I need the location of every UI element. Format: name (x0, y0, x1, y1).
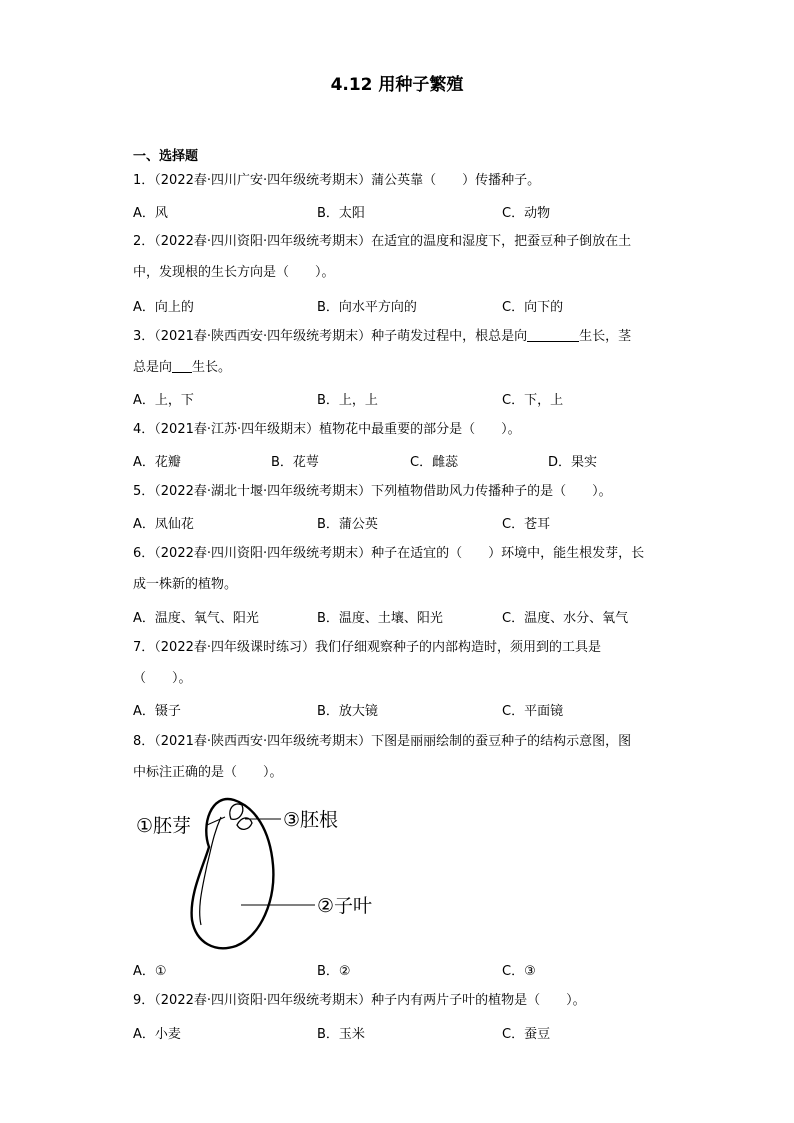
question-6-options (133, 607, 663, 629)
option-b[interactable]: B．放大镜 (317, 704, 378, 719)
question-3-line-1 (133, 321, 663, 352)
question-4 (133, 414, 663, 445)
embryo-bud (230, 804, 243, 819)
option-b[interactable]: B．② (317, 964, 351, 979)
option-c[interactable]: C．温度、水分、氧气 (502, 611, 629, 626)
question-2-line-2: 中，发现根的生长方向是（ ）。 (133, 265, 335, 280)
label-embryo-bud: ①胚芽 (136, 815, 192, 837)
option-b[interactable]: B．向水平方向的 (317, 300, 417, 315)
question-6-line-2: 成一株新的植物。 (133, 577, 238, 592)
question-8 (133, 726, 663, 788)
option-b[interactable]: B．玉米 (317, 1027, 365, 1042)
option-c[interactable]: C．平面镜 (502, 704, 564, 719)
option-c[interactable]: C．雌蕊 (410, 455, 459, 470)
question-8-line-2: 中标注正确的是（ ）。 (133, 765, 283, 780)
option-c[interactable]: C．动物 (502, 206, 551, 221)
option-a[interactable]: A．花瓣 (133, 455, 181, 470)
option-c[interactable]: C．下，上 (502, 393, 564, 408)
option-b[interactable]: B．花萼 (271, 455, 319, 470)
question-2-line-1: 2．（2022春·四川资阳·四年级统考期末）在适宜的温度和湿度下，把蚕豆种子倒放在土 (133, 234, 632, 249)
question-6-line-1: 6．（2022春·四川资阳·四年级统考期末）种子在适宜的（ ）环境中，能生根发芽，长 (133, 546, 645, 561)
question-7 (133, 632, 663, 694)
bean-seed-svg (133, 795, 393, 955)
option-b[interactable]: B．上，上 (317, 393, 378, 408)
option-c[interactable]: C．向下的 (502, 300, 564, 315)
question-3-text-d: 生长。 (192, 360, 232, 375)
question-3-line-2 (133, 352, 663, 383)
option-c[interactable]: C．③ (502, 964, 536, 979)
question-1 (133, 165, 663, 196)
option-b[interactable]: B．温度、土壤、阳光 (317, 611, 443, 626)
option-b[interactable]: B．太阳 (317, 206, 365, 221)
question-3-text-b: 生长，茎 (579, 329, 632, 344)
question-9 (133, 985, 663, 1016)
bean-seed-diagram (133, 795, 393, 955)
option-a[interactable]: A．镊子 (133, 704, 181, 719)
question-6 (133, 538, 663, 600)
option-d[interactable]: D．果实 (548, 455, 598, 470)
answer-blank-2[interactable] (172, 358, 192, 373)
question-2 (133, 226, 663, 288)
question-9-text: 9．（2022春·四川资阳·四年级统考期末）种子内有两片子叶的植物是（ ）。 (133, 993, 586, 1008)
question-8-line-1: 8．（2021春·陕西西安·四年级统考期末）下图是丽丽绘制的蚕豆种子的结构示意图，图 (133, 734, 632, 749)
option-a[interactable]: A．风 (133, 206, 168, 221)
question-5-text: 5．（2022春·湖北十堰·四年级统考期末）下列植物借助风力传播种子的是（ ）。 (133, 484, 612, 499)
question-7-options (133, 700, 663, 722)
question-4-options (133, 451, 663, 473)
answer-blank-1[interactable] (527, 327, 579, 342)
question-3-text-a: 3．（2021春·陕西西安·四年级统考期末）种子萌发过程中，根总是向 (133, 329, 528, 344)
label-radicle: ③胚根 (283, 809, 339, 831)
question-5-options (133, 513, 663, 535)
question-8-options (133, 960, 663, 982)
question-4-text: 4．（2021春·江苏·四年级期末）植物花中最重要的部分是（ ）。 (133, 422, 521, 437)
question-3-text-c: 总是向 (133, 360, 173, 375)
option-a[interactable]: A．① (133, 964, 167, 979)
seed-coat (192, 799, 274, 948)
option-a[interactable]: A．上，下 (133, 393, 194, 408)
question-1-text: 1．（2022春·四川广安·四年级统考期末）蒲公英靠（ ）传播种子。 (133, 173, 541, 188)
question-7-line-1: 7．（2022春·四年级课时练习）我们仔细观察种子的内部构造时，须用到的工具是 (133, 640, 601, 655)
question-2-options (133, 296, 663, 318)
leader-line-1 (207, 817, 225, 825)
option-b[interactable]: B．蒲公英 (317, 517, 378, 532)
question-9-options (133, 1023, 663, 1045)
option-a[interactable]: A．小麦 (133, 1027, 181, 1042)
question-1-options (133, 202, 663, 224)
question-5 (133, 476, 663, 507)
page-title: 4.12 用种子繁殖 (330, 75, 464, 95)
option-a[interactable]: A．凤仙花 (133, 517, 194, 532)
question-7-line-2: （ ）。 (133, 671, 192, 686)
option-a[interactable]: A．温度、氧气、阳光 (133, 611, 259, 626)
cotyledon-edge (200, 817, 221, 925)
radicle (237, 818, 252, 829)
label-cotyledon: ②子叶 (317, 895, 373, 917)
option-c[interactable]: C．蚕豆 (502, 1027, 551, 1042)
option-c[interactable]: C．苍耳 (502, 517, 551, 532)
question-3 (133, 321, 663, 383)
section-heading: 一、选择题 (133, 149, 199, 164)
option-a[interactable]: A．向上的 (133, 300, 194, 315)
question-3-options (133, 389, 663, 411)
